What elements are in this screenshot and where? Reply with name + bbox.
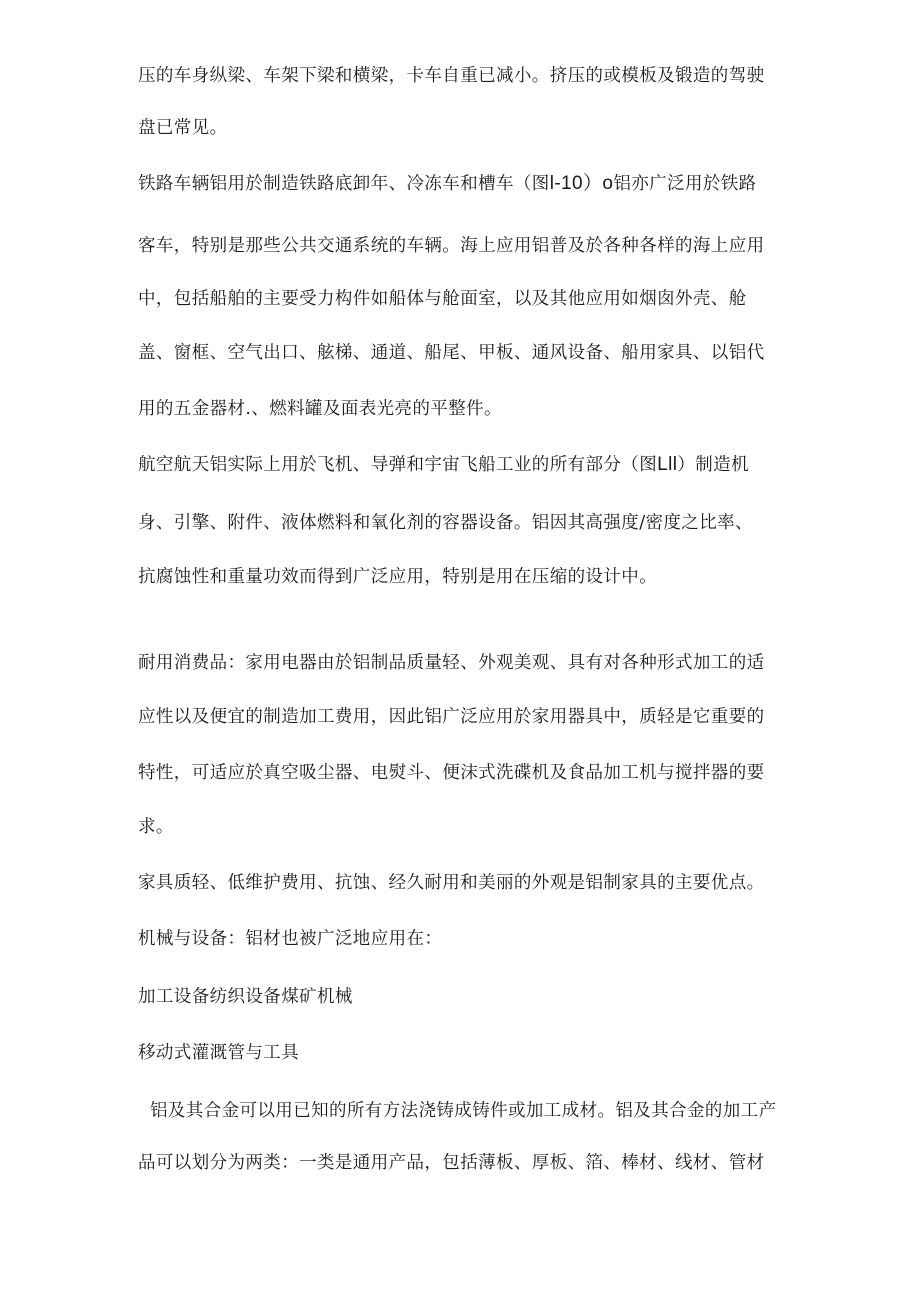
text-segment: ）制造机 <box>677 455 749 475</box>
text-line: 移动式灌溉管与工具 <box>138 1043 300 1063</box>
text-line: 盖、窗框、空气出口、舷梯、通道、船尾、甲板、通风设备、船用家具、以铝代 <box>138 343 765 363</box>
text-line: 压的车身纵梁、车架下梁和横梁，卡车自重已减小。挤压的或模板及锻造的驾驶 <box>138 66 765 86</box>
text-line: 盘已常见。 <box>138 118 228 138</box>
figure-reference: Lll <box>657 454 678 475</box>
text-segment: 铝亦广泛用於铁路 <box>613 174 757 194</box>
text-line: 身、引擎、附件、液体燃料和氧化剂的容器设备。铝因其高强度/密度之比率、 <box>138 513 753 533</box>
text-line: 用的五金器材.、燃料罐及面表光亮的平整件。 <box>138 399 502 419</box>
text-line: 家具质轻、低维护费用、抗蚀、经久耐用和美丽的外观是铝制家具的主要优点。 <box>138 873 765 893</box>
text-line: 客车，特别是那些公共交通系统的车辆。海上应用铝普及於各种各样的海上应用 <box>138 236 765 256</box>
text-line: 机械与设备：铝材也被广泛地应用在： <box>138 929 443 949</box>
text-line <box>138 453 858 477</box>
text-line: 抗腐蚀性和重量功效而得到广泛应用，特别是用在压缩的设计中。 <box>138 567 658 587</box>
text-segment: 航空航天铝实际上用於飞机、导弹和宇宙飞船工业的所有部分（图 <box>138 455 658 475</box>
text-line: 加工设备纺织设备煤矿机械 <box>138 987 353 1007</box>
text-line: 求。 <box>138 817 174 837</box>
figure-reference: l-10）o <box>549 173 614 194</box>
text-line: 铝及其合金可以用已知的所有方法浇铸成铸件或加工成材。铝及其合金的加工产 <box>150 1101 777 1121</box>
text-line: 耐用消费品：家用电器由於铝制品质量轻、外观美观、具有对各种形式加工的适 <box>138 653 765 673</box>
text-line <box>138 172 858 196</box>
text-line: 特性，可适应於真空吸尘器、电熨斗、便沫式洗碟机及食品加工机与搅拌器的要 <box>138 763 765 783</box>
text-line: 品可以划分为两类：一类是通用产品，包括薄板、厚板、箔、棒材、线材、管材 <box>138 1153 765 1173</box>
text-line: 应性以及便宜的制造加工费用，因此铝广泛应用於家用器具中，质轻是它重要的 <box>138 707 765 727</box>
text-segment: 铁路车辆铝用於制造铁路底卸年、冷冻车和槽车（图 <box>138 174 550 194</box>
text-line: 中，包括船舶的主要受力构件如船体与舱面室，以及其他应用如烟囱外壳、舱 <box>138 289 747 309</box>
